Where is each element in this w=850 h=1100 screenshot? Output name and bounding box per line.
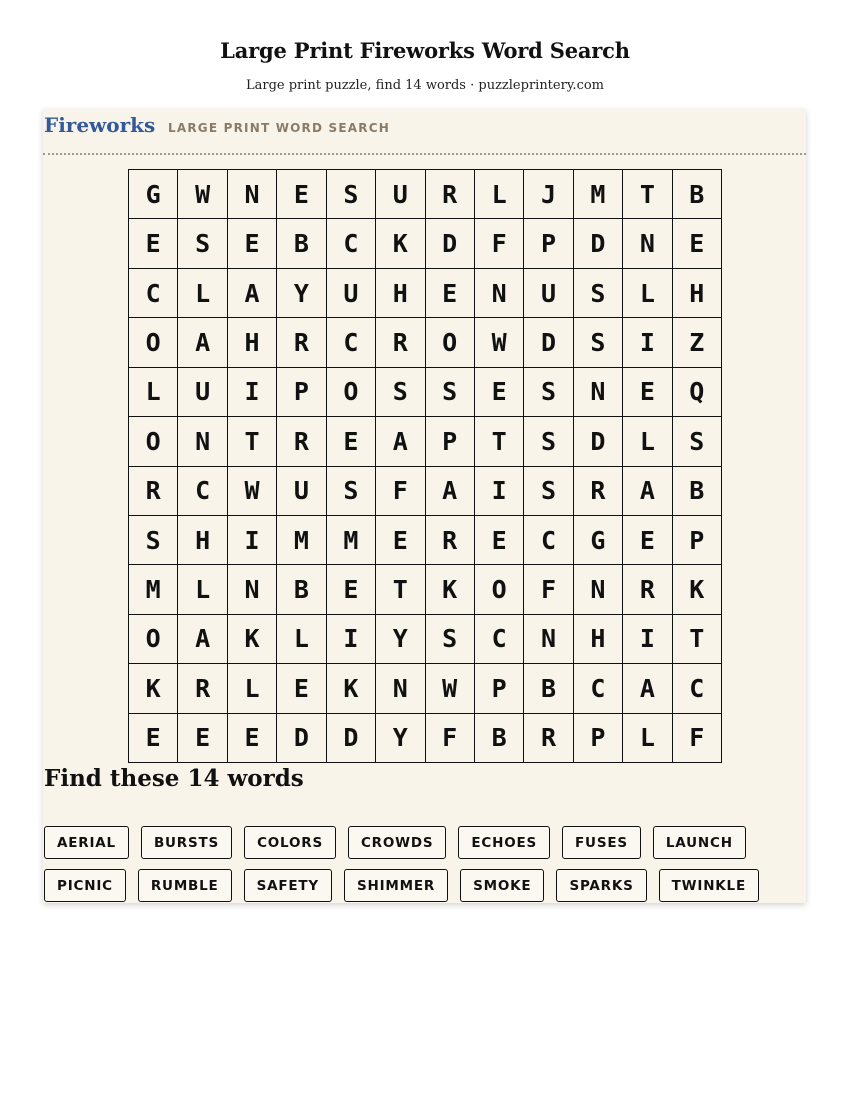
grid-cell[interactable]: D <box>524 318 573 367</box>
grid-cell[interactable]: E <box>623 368 672 417</box>
grid-cell[interactable]: O <box>475 565 524 614</box>
grid-cell[interactable]: S <box>574 269 623 318</box>
grid-cell[interactable]: E <box>426 269 475 318</box>
grid-cell[interactable]: P <box>574 714 623 763</box>
grid-cell[interactable]: M <box>327 516 376 565</box>
grid-cell[interactable]: F <box>524 565 573 614</box>
grid-cell[interactable]: B <box>475 714 524 763</box>
card-tag: LARGE PRINT WORD SEARCH <box>168 121 390 135</box>
grid-cell[interactable]: O <box>129 318 178 367</box>
grid-cell[interactable]: W <box>178 170 227 219</box>
grid-cell[interactable]: K <box>376 219 425 268</box>
grid-cell[interactable]: I <box>228 368 277 417</box>
grid-cell[interactable]: F <box>426 714 475 763</box>
grid-cell[interactable]: B <box>524 664 573 713</box>
grid-cell[interactable]: F <box>475 219 524 268</box>
grid-cell[interactable]: N <box>623 219 672 268</box>
card-header <box>43 109 806 155</box>
grid-cell[interactable]: R <box>623 565 672 614</box>
grid-cell[interactable]: S <box>426 615 475 664</box>
grid-cell[interactable]: S <box>426 368 475 417</box>
grid-cell[interactable]: Y <box>376 615 425 664</box>
word-chip: SPARKS <box>556 869 646 902</box>
grid-cell[interactable]: R <box>574 467 623 516</box>
grid-cell[interactable]: K <box>228 615 277 664</box>
grid-cell[interactable]: N <box>574 368 623 417</box>
grid-cell[interactable]: W <box>475 318 524 367</box>
word-chip: TWINKLE <box>659 869 759 902</box>
grid-cell[interactable]: A <box>376 417 425 466</box>
grid-cell[interactable]: E <box>178 714 227 763</box>
grid-cell[interactable]: L <box>475 170 524 219</box>
grid-cell[interactable]: U <box>178 368 227 417</box>
grid-cell[interactable]: J <box>524 170 573 219</box>
grid-cell[interactable]: Y <box>277 269 326 318</box>
grid-cell[interactable]: E <box>228 714 277 763</box>
word-chip: BURSTS <box>141 826 232 859</box>
word-list-row <box>44 826 746 859</box>
grid-cell[interactable]: Y <box>376 714 425 763</box>
grid-cell[interactable]: D <box>426 219 475 268</box>
grid-cell[interactable]: O <box>129 417 178 466</box>
grid-cell[interactable]: E <box>277 664 326 713</box>
grid-cell[interactable]: T <box>228 417 277 466</box>
grid-cell[interactable]: L <box>623 269 672 318</box>
grid-cell[interactable]: H <box>178 516 227 565</box>
grid-cell[interactable]: H <box>228 318 277 367</box>
card-title: Fireworks <box>44 113 156 137</box>
word-list-heading: Find these 14 words <box>44 765 304 792</box>
grid-cell[interactable]: C <box>524 516 573 565</box>
grid-cell[interactable]: L <box>228 664 277 713</box>
grid-cell[interactable]: S <box>178 219 227 268</box>
grid-cell[interactable]: M <box>129 565 178 614</box>
grid-cell[interactable]: O <box>327 368 376 417</box>
grid-cell[interactable]: S <box>524 368 573 417</box>
grid-cell[interactable]: T <box>673 615 722 664</box>
grid-cell[interactable]: S <box>524 417 573 466</box>
grid-cell[interactable]: R <box>277 318 326 367</box>
grid-cell[interactable]: N <box>178 417 227 466</box>
grid-cell[interactable]: S <box>376 368 425 417</box>
word-chip: LAUNCH <box>653 826 746 859</box>
grid-cell[interactable]: W <box>426 664 475 713</box>
puzzle-card <box>43 109 806 903</box>
grid-cell[interactable]: E <box>228 219 277 268</box>
grid-cell[interactable]: T <box>475 417 524 466</box>
grid-cell[interactable]: E <box>376 516 425 565</box>
grid-cell[interactable]: T <box>623 170 672 219</box>
word-chip: RUMBLE <box>138 869 232 902</box>
grid-cell[interactable]: I <box>327 615 376 664</box>
grid-cell[interactable]: R <box>524 714 573 763</box>
grid-cell[interactable]: N <box>228 565 277 614</box>
word-list-row <box>44 869 759 902</box>
word-chip: AERIAL <box>44 826 129 859</box>
grid-cell[interactable]: D <box>574 417 623 466</box>
grid-cell[interactable]: R <box>178 664 227 713</box>
grid-cell[interactable]: N <box>574 565 623 614</box>
grid-cell[interactable]: B <box>673 467 722 516</box>
word-chip: ECHOES <box>458 826 550 859</box>
grid-cell[interactable]: N <box>376 664 425 713</box>
grid-cell[interactable]: M <box>574 170 623 219</box>
grid-cell[interactable]: S <box>673 417 722 466</box>
letter-grid <box>128 169 722 763</box>
grid-cell[interactable]: P <box>524 219 573 268</box>
word-chip: CROWDS <box>348 826 446 859</box>
grid-cell[interactable]: R <box>426 516 475 565</box>
grid-cell[interactable]: U <box>376 170 425 219</box>
grid-cell[interactable]: O <box>129 615 178 664</box>
grid-cell[interactable]: P <box>277 368 326 417</box>
grid-cell[interactable]: A <box>228 269 277 318</box>
grid-cell[interactable]: C <box>129 269 178 318</box>
grid-cell[interactable]: B <box>277 565 326 614</box>
grid-cell[interactable]: D <box>574 219 623 268</box>
grid-cell[interactable]: L <box>623 417 672 466</box>
grid-cell[interactable]: H <box>376 269 425 318</box>
grid-cell[interactable]: E <box>475 368 524 417</box>
grid-cell[interactable]: P <box>673 516 722 565</box>
grid-cell[interactable]: N <box>228 170 277 219</box>
grid-cell[interactable]: P <box>426 417 475 466</box>
grid-cell[interactable]: E <box>623 516 672 565</box>
grid-cell[interactable]: B <box>673 170 722 219</box>
grid-cell[interactable]: E <box>327 565 376 614</box>
grid-cell[interactable]: K <box>426 565 475 614</box>
word-chip: SAFETY <box>244 869 332 902</box>
grid-cell[interactable]: Q <box>673 368 722 417</box>
grid-cell[interactable]: K <box>673 565 722 614</box>
grid-cell[interactable]: D <box>327 714 376 763</box>
grid-cell[interactable]: L <box>178 269 227 318</box>
grid-cell[interactable]: C <box>327 318 376 367</box>
grid-cell[interactable]: N <box>475 269 524 318</box>
grid-cell[interactable]: W <box>228 467 277 516</box>
grid-cell[interactable]: I <box>475 467 524 516</box>
grid-cell[interactable]: R <box>277 417 326 466</box>
grid-cell[interactable]: B <box>277 219 326 268</box>
grid-cell[interactable]: D <box>277 714 326 763</box>
grid-cell[interactable]: I <box>228 516 277 565</box>
grid-cell[interactable]: S <box>327 170 376 219</box>
grid-cell[interactable]: S <box>327 467 376 516</box>
grid-cell[interactable]: R <box>376 318 425 367</box>
grid-cell[interactable]: S <box>129 516 178 565</box>
grid-cell[interactable]: C <box>574 664 623 713</box>
grid-cell[interactable]: T <box>376 565 425 614</box>
page-subtitle: Large print puzzle, find 14 words · puzzleprintery.com <box>245 78 605 93</box>
grid-cell[interactable]: E <box>327 417 376 466</box>
grid-cell[interactable]: U <box>277 467 326 516</box>
grid-cell[interactable]: U <box>327 269 376 318</box>
grid-cell[interactable]: I <box>623 615 672 664</box>
word-chip: COLORS <box>244 826 336 859</box>
grid-cell[interactable]: F <box>376 467 425 516</box>
grid-cell[interactable]: A <box>623 467 672 516</box>
grid-cell[interactable]: A <box>178 615 227 664</box>
grid-cell[interactable]: Z <box>673 318 722 367</box>
grid-cell[interactable]: R <box>129 467 178 516</box>
word-chip: SMOKE <box>460 869 544 902</box>
grid-cell[interactable]: C <box>178 467 227 516</box>
word-chip: PICNIC <box>44 869 126 902</box>
page-title: Large Print Fireworks Word Search <box>220 38 630 63</box>
grid-cell[interactable]: H <box>574 615 623 664</box>
grid-cell[interactable]: A <box>426 467 475 516</box>
grid-cell[interactable]: L <box>623 714 672 763</box>
grid-cell[interactable]: A <box>623 664 672 713</box>
grid-cell[interactable]: I <box>623 318 672 367</box>
grid-cell[interactable]: U <box>524 269 573 318</box>
grid-cell[interactable]: E <box>129 714 178 763</box>
grid-cell[interactable]: E <box>129 219 178 268</box>
grid-cell[interactable]: G <box>129 170 178 219</box>
grid-cell[interactable]: R <box>426 170 475 219</box>
grid-cell[interactable]: N <box>524 615 573 664</box>
grid-cell[interactable]: H <box>673 269 722 318</box>
grid-cell[interactable]: E <box>673 219 722 268</box>
word-chip: SHIMMER <box>344 869 448 902</box>
word-chip: FUSES <box>562 826 641 859</box>
grid-cell[interactable]: C <box>327 219 376 268</box>
grid-cell[interactable]: K <box>327 664 376 713</box>
grid-cell[interactable]: A <box>178 318 227 367</box>
grid-cell[interactable]: K <box>129 664 178 713</box>
grid-cell[interactable]: S <box>574 318 623 367</box>
grid-cell[interactable]: F <box>673 714 722 763</box>
grid-cell[interactable]: E <box>475 516 524 565</box>
grid-cell[interactable]: C <box>673 664 722 713</box>
grid-cell[interactable]: M <box>277 516 326 565</box>
grid-cell[interactable]: E <box>277 170 326 219</box>
grid-cell[interactable]: O <box>426 318 475 367</box>
grid-cell[interactable]: C <box>475 615 524 664</box>
grid-cell[interactable]: S <box>524 467 573 516</box>
grid-cell[interactable]: P <box>475 664 524 713</box>
grid-cell[interactable]: L <box>129 368 178 417</box>
grid-cell[interactable]: G <box>574 516 623 565</box>
grid-cell[interactable]: L <box>178 565 227 614</box>
grid-cell[interactable]: L <box>277 615 326 664</box>
